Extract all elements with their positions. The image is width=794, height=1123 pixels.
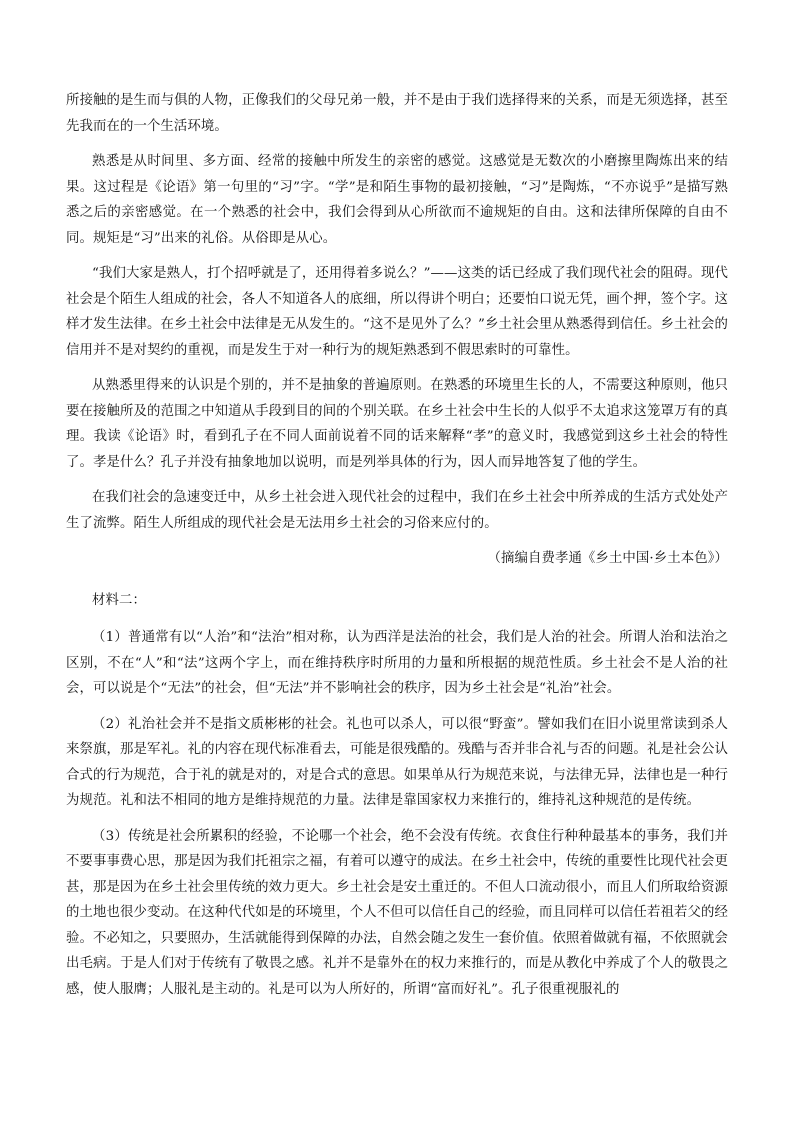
paragraph-familiarity: 熟悉是从时间里、多方面、经常的接触中所发生的亲密的感觉。这感觉是无数次的小磨擦里陶炼出来的结果。这过程是《论语》第一句里的“习”字。“学”是和陌生事物的最初接触，“习”是陶炼，“不亦说乎”是描写熟悉之后的亲密感觉。在一个熟悉的社会中，我们会得到从心所欲而不逾规矩的自由。这和法律所保障的自由不同。规矩是“习”出来的礼俗。从俗即是从心。 bbox=[66, 154, 728, 246]
paragraph-rule-of-man: （1）普通常有以“人治”和“法治”相对称，认为西洋是法治的社会，我们是人治的社会。所谓人治和法治之区别，不在“人”和“法”这两个字上，而在维持秩序时所用的力量和所根据的规范性质。乡土社会不是人治的社会，可以说是个“无法”的社会，但“无法”并不影响社会的秩序，因为乡土社会是“礼治”社会。 bbox=[66, 630, 728, 696]
paragraph-acquaintance: “我们大家是熟人，打个招呼就是了，还用得着多说么？”——这类的话已经成了我们现代社会的阻碍。现代社会是个陌生人组成的社会，各人不知道各人的底细，所以得讲个明白；还要怕口说无凭，画个押，签个字。这样才发生法律。在乡土社会中法律是无从发生的。“这不是见外了么？”乡土社会里从熟悉得到信任。乡土社会的信用并不是对契约的重视，而是发生于对一种行为的规矩熟悉到不假思索时的可靠性。 bbox=[66, 266, 728, 358]
paragraph-tradition: （3）传统是社会所累积的经验，不论哪一个社会，绝不会没有传统。衣食住行种种最基本的事务，我们并不要事事费心思，那是因为我们托祖宗之福，有着可以遵守的成法。在乡土社会中，传统的重要性比现代社会更甚，那是因为在乡土社会里传统的效力更大。乡土社会是安土重迁的。不但人口流动很小，而且人们所取给资源的土地也很少变动。在这种代代如是的环境里，个人不但可以信任自己的经验，而且同样可以信任若祖若父的经验。不必知之，只要照办，生活就能得到保障的办法，自然会随之发生一套价值。依照着做就有福，不依照就会出毛病。于是人们对于传统有了敬畏之感。礼并不是靠外在的权力来推行的，而是从教化中养成了个人的敬畏之感，使人服膺；人服礼是主动的。礼是可以为人所好的，所谓“富而好礼”。孔子很重视服礼的 bbox=[66, 828, 728, 997]
document-page bbox=[66, 88, 728, 1012]
paragraph-continuation: 所接触的是生而与俱的人物，正像我们的父母兄弟一般，并不是由于我们选择得来的关系，而是无须选择，甚至先我而在的一个生活环境。 bbox=[66, 93, 728, 134]
paragraph-rule-of-rites: （2）礼治社会并不是指文质彬彬的社会。礼也可以杀人，可以很“野蛮”。譬如我们在旧小说里常读到杀人来祭旗，那是军礼。礼的内容在现代标准看去，可能是很残酷的。残酷与否并非合礼与否的问题。礼是社会公认合式的行为规范，合于礼的就是对的，对是合式的意思。如果单从行为规范来说，与法律无异，法律也是一种行为规范。礼和法不相同的地方是维持规范的力量。法律是靠国家权力来推行的，维持礼这种规范的是传统。 bbox=[66, 716, 728, 808]
paragraph-individual-knowledge: 从熟悉里得来的认识是个别的，并不是抽象的普遍原则。在熟悉的环境里生长的人，不需要这种原则，他只要在接触所及的范围之中知道从手段到目的间的个别关联。在乡土社会中生长的人似乎不太追求这笼罩万有的真理。我读《论语》时，看到孔子在不同人面前说着不同的话来解释“孝”的意义时，我感觉到这乡土社会的特性了。孝是什么？孔子并没有抽象地加以说明，而是列举具体的行为，因人而异地答复了他的学生。 bbox=[66, 378, 728, 470]
material-two-heading: 材料二： bbox=[92, 592, 146, 608]
paragraph-social-change: 在我们社会的急速变迁中，从乡土社会进入现代社会的过程中，我们在乡土社会中所养成的生活方式处处产生了流弊。陌生人所组成的现代社会是无法用乡土社会的习俗来应付的。 bbox=[66, 490, 728, 531]
source-citation: （摘编自费孝通《乡土中国·乡土本色》） bbox=[487, 551, 728, 566]
